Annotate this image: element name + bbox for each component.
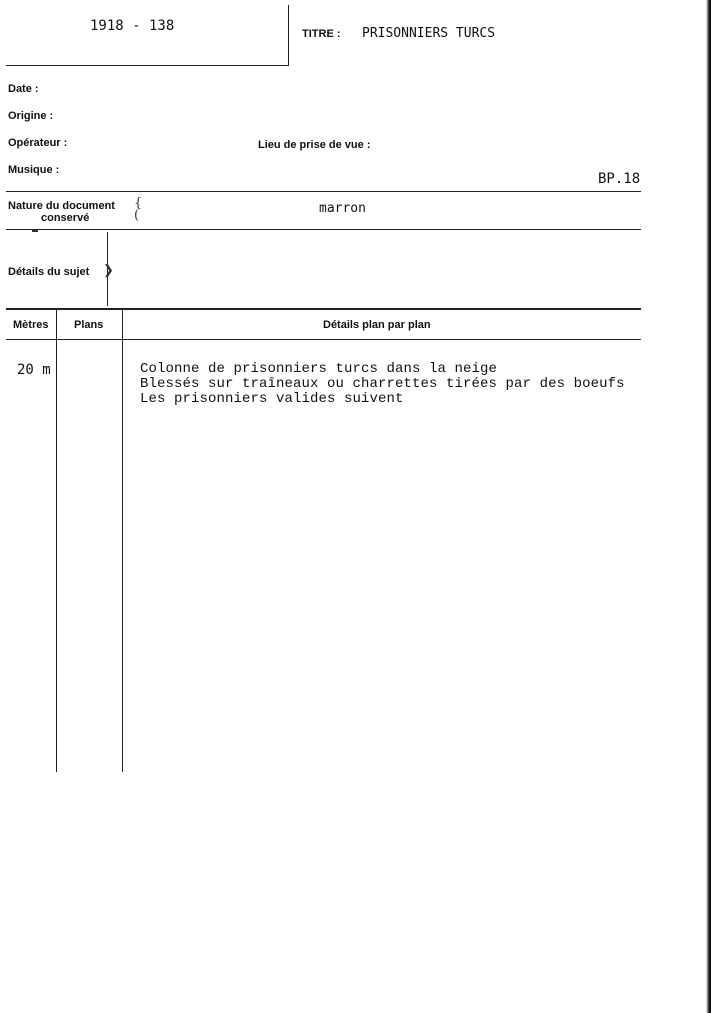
rule-tick-mark: [32, 230, 38, 232]
nature-top-rule: [6, 191, 641, 192]
column-divider-plans: [122, 310, 123, 772]
header-box-bottom-border: [6, 65, 289, 66]
operateur-label: Opérateur :: [8, 137, 68, 149]
shot-description-line: Blessés sur traîneaux ou charrettes tirées par des boeufs: [140, 376, 625, 392]
table-top-rule: [6, 308, 641, 310]
plans-header: Plans: [74, 319, 104, 331]
archive-code: BP.18: [598, 171, 641, 187]
metres-header: Mètres: [13, 319, 49, 331]
nature-brace: {: [134, 196, 143, 211]
title-value: PRISONNIERS TURCS: [362, 26, 496, 41]
musique-label: Musique :: [8, 164, 60, 176]
details-sujet-brace: ❯: [103, 263, 114, 278]
page-edge-shadow: [706, 0, 711, 1013]
metres-value: 20 m: [17, 362, 51, 378]
lieu-label: Lieu de prise de vue :: [258, 139, 371, 151]
date-label: Date :: [8, 83, 39, 95]
details-sujet-label: Détails du sujet: [8, 266, 90, 278]
shot-description-line: Les prisonniers valides suivent: [140, 391, 404, 407]
nature-bottom-rule: [6, 229, 641, 230]
details-header: Détails plan par plan: [323, 319, 431, 331]
shot-description-line: Colonne de prisonniers turcs dans la neige: [140, 361, 498, 377]
nature-value: marron: [319, 201, 366, 216]
column-divider-metres: [56, 310, 57, 772]
nature-brace-lower: (: [134, 208, 140, 223]
title-label: TITRE :: [302, 28, 341, 40]
reference-number: 1918 - 138: [90, 18, 175, 34]
nature-label-line1: Nature du document: [8, 200, 115, 212]
nature-label-line2: conservé: [41, 212, 90, 224]
header-box-right-border: [288, 5, 289, 66]
table-header-rule: [6, 339, 641, 340]
origine-label: Origine :: [8, 110, 54, 122]
